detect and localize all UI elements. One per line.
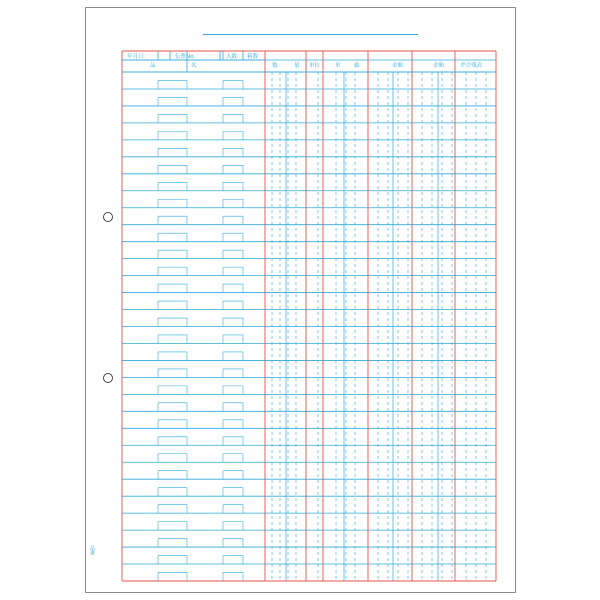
header-item-name-1: 品 xyxy=(150,63,156,69)
header-unit-price-1: 単 xyxy=(335,63,341,69)
header-balance: 差引残高 xyxy=(460,63,483,69)
form-code-label: 品番 xyxy=(89,545,95,555)
header-qty-1: 数 xyxy=(272,63,278,69)
header-amount-a: 金額 xyxy=(392,63,404,69)
header-unit-price-2: 価 xyxy=(354,63,360,69)
header-amount-b: 金額 xyxy=(433,63,445,69)
header-slip-no: 伝票No. xyxy=(175,54,196,60)
header-qty-2: 量 xyxy=(294,63,300,69)
header-item-name-2: 名 xyxy=(191,63,197,69)
header-quantity-in: 入数 xyxy=(226,54,238,60)
header-count: 箱数 xyxy=(247,54,259,60)
header-date: 年月日 xyxy=(127,54,144,60)
header-unit: 単位 xyxy=(309,63,321,69)
